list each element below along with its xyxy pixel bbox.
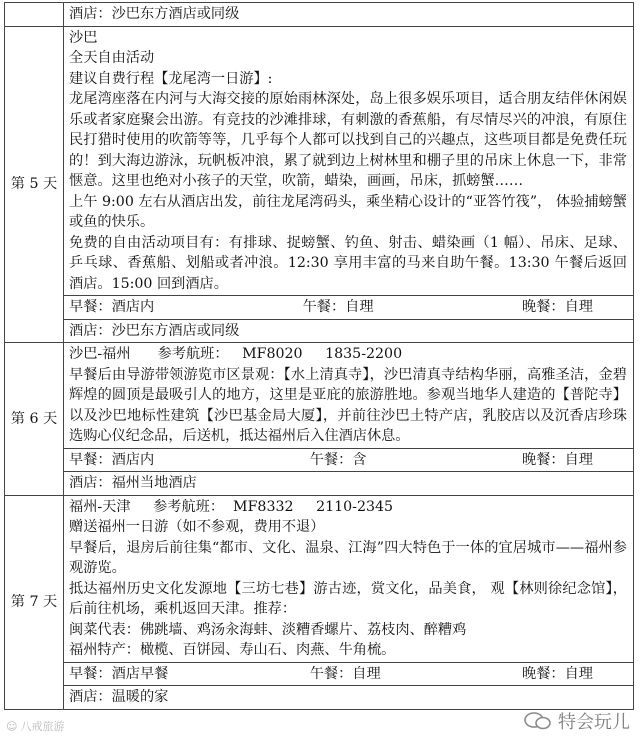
day6-description: 早餐后由导游带领游览市区景观：【水上清真寺】，沙巴清真寺结构华丽，高雅圣洁，金碧辉煌的圆顶是最吸引人的地方，这里是亚庇的旅游胜地。参观当地华人建造的【普陀寺】以及沙巴地标性建筑【沙巴基金局大厦】，并前往沙巴土特产店，乳胶店以及沉香店珍珠选购心仪纪念品，后送机，抵达福州后入住酒店休息。 bbox=[69, 366, 627, 444]
day5-activity: 全天自由活动 bbox=[69, 50, 155, 66]
day7-meals bbox=[64, 662, 634, 686]
day5-hotel: 酒店：沙巴东方酒店或同级 bbox=[64, 319, 634, 343]
day5-meals bbox=[64, 296, 634, 320]
day6-meals-row bbox=[5, 448, 634, 472]
day7-specialty: 福州特产：橄榄、百饼园、寿山石、肉燕、牛角梳。 bbox=[69, 642, 396, 658]
day5-free-activities: 免费的自由活动项目有：有排球、捉螃蟹、钓鱼、射击、蜡染画（1 幅）、吊床、足球、乒乓球、香蕉船、划船或者冲浪。12:30 享用丰富的马来自助午餐。13:30 午餐后返回酒店。15:00 回到酒店。 bbox=[69, 234, 627, 292]
pig-logo-icon: ☺ bbox=[6, 719, 18, 733]
watermark-right: 特会玩儿 bbox=[523, 708, 630, 734]
day7-meals-row bbox=[5, 662, 634, 686]
day7-hotel: 酒店：温暖的家 bbox=[64, 686, 634, 710]
lunch-text: 午餐：自理 bbox=[309, 665, 381, 682]
day5-schedule: 上午 9:00 左右从酒店出发，前往龙尾湾码头，乘坐精心设计的“亚答竹筏”， 体验捕螃蟹或鱼的快乐。 bbox=[69, 193, 627, 230]
day6-hotel-row bbox=[5, 472, 634, 496]
dinner-text: 晚餐：自理 bbox=[522, 665, 593, 682]
day5-meals-row bbox=[5, 296, 634, 320]
dinner-text: 晚餐：自理 bbox=[522, 299, 593, 315]
day6-row bbox=[5, 343, 634, 449]
day7-cuisine: 闽菜代表：佛跳墙、鸡汤汆海蚌、淡糟香螺片、荔枝肉、醉糟鸡 bbox=[69, 621, 467, 638]
lunch-text: 午餐：含 bbox=[309, 451, 367, 468]
dinner-text: 晚餐：自理 bbox=[522, 451, 593, 468]
day5-row bbox=[5, 26, 634, 296]
day7-route: 福州-天津 参考航班： MF8332 2110-2345 bbox=[69, 498, 394, 515]
lunch-text: 午餐：自理 bbox=[302, 299, 374, 315]
breakfast-text: 早餐：酒店内 bbox=[69, 451, 155, 468]
day7-gift: 赠送福州一日游（如不参观，费用不退） bbox=[69, 519, 325, 535]
day5-optional-title: 建议自费行程【龙尾湾一日游】: bbox=[69, 70, 273, 87]
day7-hotel-row bbox=[5, 686, 634, 710]
day5-content bbox=[64, 26, 634, 296]
day6-hotel: 酒店：福州当地酒店 bbox=[64, 472, 634, 496]
day6-meals bbox=[64, 448, 634, 472]
empty-day-cell bbox=[5, 3, 64, 27]
day6-label: 第 6 天 bbox=[5, 343, 64, 496]
breakfast-text: 早餐：酒店早餐 bbox=[69, 665, 169, 682]
day5-description: 龙尾湾座落在内河与大海交接的原始雨林深处，岛上很多娱乐项目，适合朋友结伴休闲娱乐或者家庭聚会出游。有竞技的沙滩排球，有刺激的香蕉船，有尽情尽兴的冲浪，有原住民打猎时使用的吹箭等等，几乎每个人都可以找到自己的兴趣点，这些项目都是免费任玩的！到大海边游泳，玩帆板冲浪，累了就到边上树林里和棚子里的吊床上休息一下，非常惬意。这里也绝对小孩子的天堂，吹箭，蜡染，画画，吊床，抓螃蟹…… bbox=[69, 91, 627, 189]
day7-label: 第 7 天 bbox=[5, 495, 64, 709]
day5-hotel-row bbox=[5, 319, 634, 343]
day5-location: 沙巴 bbox=[69, 29, 98, 46]
wechat-logo-icon bbox=[523, 710, 553, 732]
prev-hotel-row bbox=[5, 3, 634, 27]
day5-label: 第 5 天 bbox=[5, 26, 64, 343]
day7-description: 早餐后，退房后前往集“都市、文化、温泉、江海”四大特色于一体的宜居城市——福州参观游览。 bbox=[69, 539, 627, 576]
watermark-left: ☺ 八戒旅游 bbox=[6, 719, 65, 733]
breakfast-text: 早餐：酒店内 bbox=[69, 299, 155, 315]
hotel-line: 酒店：沙巴东方酒店或同级 bbox=[64, 3, 634, 27]
day6-content bbox=[64, 343, 634, 449]
day7-row bbox=[5, 495, 634, 662]
day6-route: 沙巴-福州 参考航班： MF8020 1835-2200 bbox=[69, 346, 403, 362]
day7-content bbox=[64, 495, 634, 662]
itinerary-table bbox=[4, 2, 634, 710]
day7-attractions: 抵达福州历史文化发源地【三坊七巷】游古迹，赏文化，品美食， 观【林则徐纪念馆】，后前往机场，乘机返回天津。推荐： bbox=[69, 580, 627, 617]
